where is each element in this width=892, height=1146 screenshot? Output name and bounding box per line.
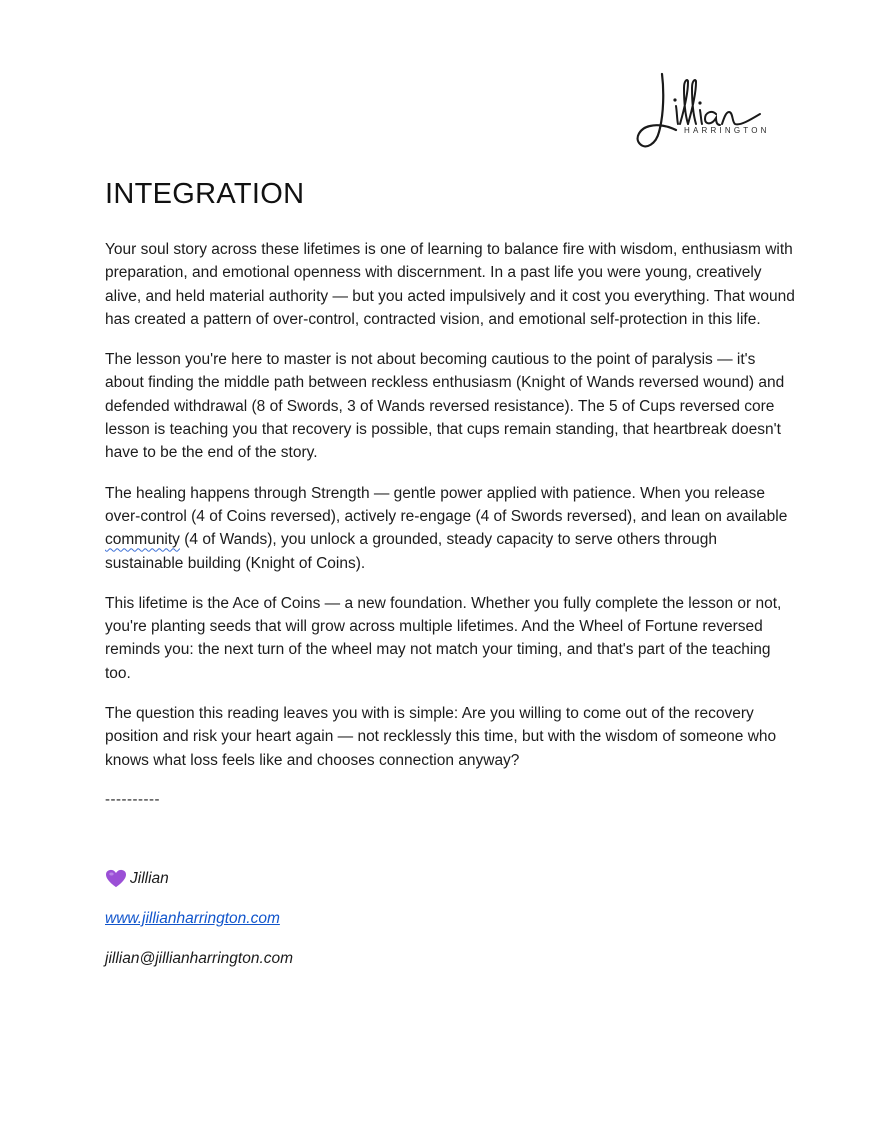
paragraph-soul-story: Your soul story across these lifetimes is one of learning to balance fire with wisdom, enthusiasm with preparation, and emotional openness with discernment. In a past life you were young, creatively alive, and held material authority — but you acted impulsively and it cost you everything. That wound has created a pattern of over-control, contracted vision, and emotional self-protection in this life.: [105, 241, 795, 328]
logo-script-signature: [632, 70, 782, 152]
document-body: [105, 176, 795, 970]
section-heading: INTEGRATION: [105, 178, 305, 210]
signature-name: Jillian: [130, 869, 169, 887]
spellcheck-flagged-word[interactable]: community: [105, 531, 180, 549]
logo-subtitle: HARRINGTON: [684, 126, 770, 135]
purple-heart-icon: [105, 869, 127, 889]
paragraph-healing-part2: (4 of Wands), you unlock a grounded, steady capacity to serve others through sustainable building (Knight of Coins).: [105, 531, 717, 572]
paragraph-healing-part1: The healing happens through Strength — gentle power applied with patience. When you release over-control (4 of Coins reversed), actively re-engage (4 of Swords reversed), and lean on available: [105, 484, 788, 525]
paragraph-healing: [105, 482, 795, 575]
contact-email: jillian@jillianharrington.com: [105, 949, 294, 967]
text-divider: ----------: [105, 790, 160, 808]
paragraph-ace-of-coins: This lifetime is the Ace of Coins — a new foundation. Whether you fully complete the lesson or not, you're planting seeds that will grow across multiple lifetimes. And the Wheel of Fortune reversed reminds you: the next turn of the wheel may not match your timing, and that's part of the teaching too.: [105, 594, 782, 682]
brand-logo: [632, 70, 782, 152]
paragraph-lesson: The lesson you're here to master is not about becoming cautious to the point of paralysis — it's about finding the middle path between reckless enthusiasm (Knight of Wands reversed wound) and defended withdrawal (8 of Swords, 3 of Wands reversed resistance). The 5 of Cups reversed core lesson is teaching you that recovery is possible, that cups remain standing, that heartbreak doesn't have to be the end of the story.: [105, 351, 785, 462]
website-link[interactable]: www.jillianharrington.com: [105, 909, 280, 927]
signature-line: [105, 868, 795, 890]
paragraph-question: The question this reading leaves you with is simple: Are you willing to come out of the recovery position and risk your heart again — not recklessly this time, but with the wisdom of someone who knows what loss feels like and chooses connection anyway?: [105, 705, 777, 769]
signature-block: [105, 868, 795, 970]
